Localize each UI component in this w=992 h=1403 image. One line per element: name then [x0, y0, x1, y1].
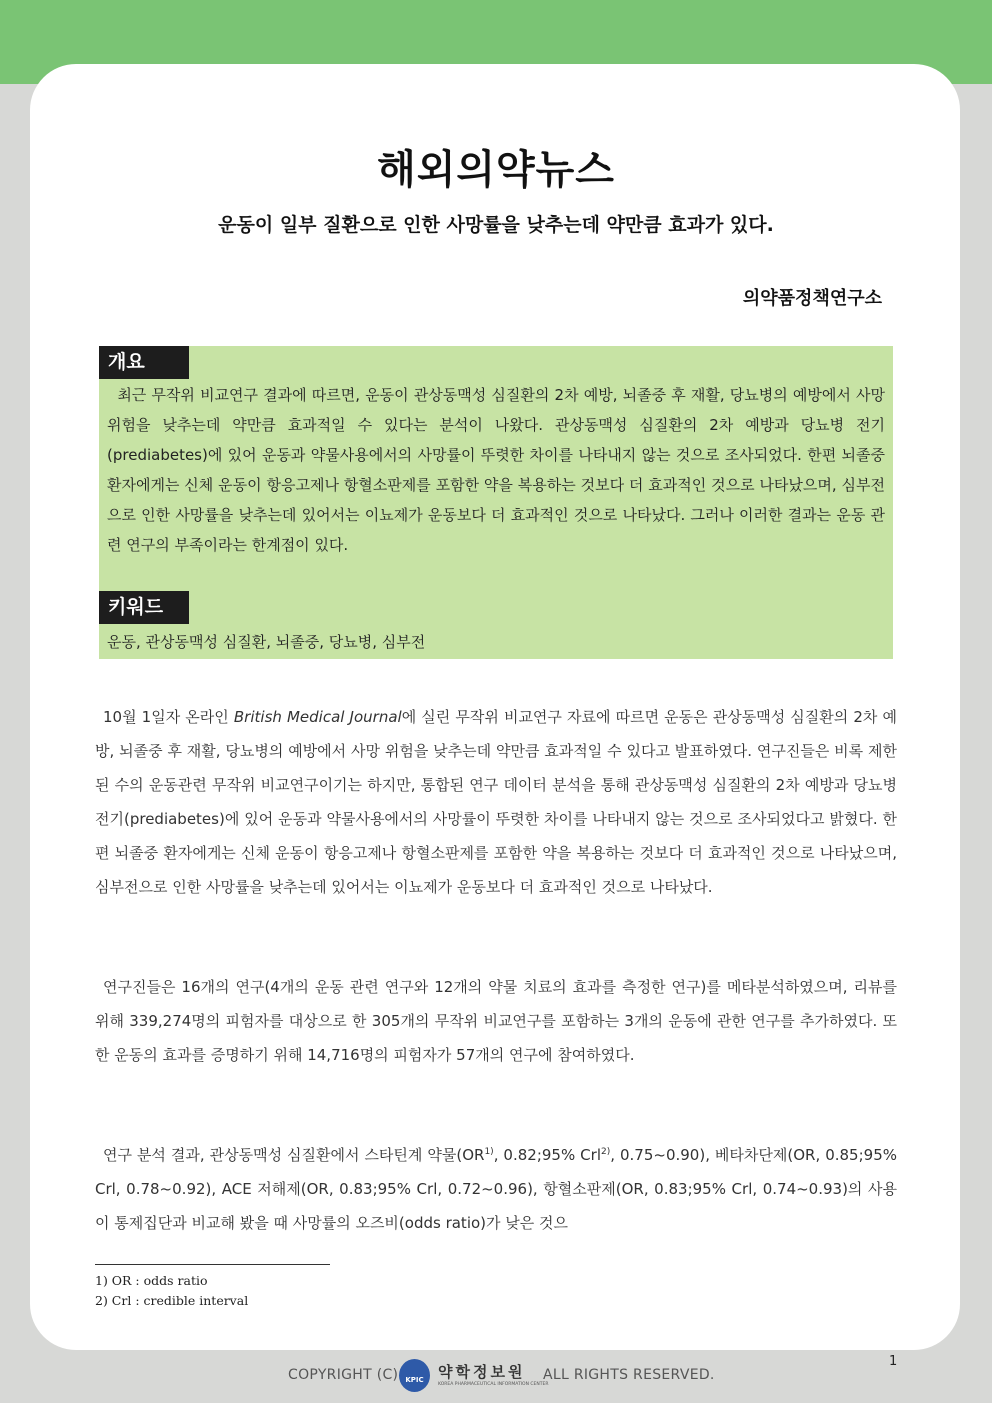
- footnotes: [95, 1271, 248, 1311]
- copyright-text: COPYRIGHT (C): [288, 1367, 399, 1383]
- footnote-2: 2) Crl : credible interval: [95, 1293, 249, 1308]
- summary-body: 최근 무작위 비교연구 결과에 따르면, 운동이 관상동맥성 심질환의 2차 예방, 뇌졸중 후 재활, 당뇨병의 예방에서 사망 위험을 낮추는데 약만큼 효과적일 수 있다는 분석이 나왔다. 관상동맥성 심질환의 2차 예방과 당뇨병 전기(prediabetes)에 있어 운동과 약물사용에서의 사망률이 뚜렷한 차이를 나타내지 않는 것으로 조사되었다. 한편 뇌졸중 환자에게는 신체 운동이 항응고제나 항혈소판제를 포함한 약을 복용하는 것보다 더 효과적인 것으로 나타났으며, 심부전으로 인한 사망률을 낮추는데 있어서는 이뇨제가 운동보다 더 효과적인 것으로 나타났다. 그러나 이러한 결과는 운동 관련 연구의 부족이라는 한계점이 있다.: [107, 386, 885, 554]
- keywords-text: 운동, 관상동맥성 심질환, 뇌졸중, 당뇨병, 심부전: [107, 633, 426, 651]
- page-title: 해외의약뉴스: [377, 147, 615, 193]
- footnote-ref-1[interactable]: 1): [484, 1147, 494, 1157]
- footnote-divider: [95, 1264, 330, 1265]
- kpic-logo-icon: KPIC: [399, 1359, 430, 1392]
- footer: [0, 1354, 992, 1403]
- summary-box: [99, 346, 893, 659]
- page-number: 1: [889, 1354, 898, 1369]
- author: 의약품정책연구소: [742, 288, 882, 309]
- journal-name: British Medical Journal: [233, 708, 402, 726]
- footnote-1: 1) OR : odds ratio: [95, 1273, 208, 1288]
- paragraph-2: 연구진들은 16개의 연구(4개의 운동 관련 연구와 12개의 약물 치료의 효과를 측정한 연구)를 메타분석하였으며, 리뷰를 위해 339,274명의 피험자를 대상으로 한 305개의 무작위 비교연구를 포함하는 3개의 운동에 관한 연구를 추가하였다. 또한 운동의 효과를 증명하기 위해 14,716명의 피험자가 57개의 연구에 참여하였다.: [95, 978, 897, 1064]
- keywords-label: 키워드: [99, 591, 189, 624]
- paragraph-3: 연구 분석 결과, 관상동맥성 심질환에서 스타틴계 약물(OR$^{1)}$, 0.82;95% Crl$^{2)}$, 0.75~0.90), 베타차단제(OR, 0.85;95% Crl, 0.78~0.92), ACE 저해제(OR, 0.83;95% Crl, 0.72~0.96), 항혈소판제(OR, 0.83;95% Crl, 0.74~0.93)의 사용이 통제집단과 비교해 봤을 때 사망률의 오즈비(odds ratio)가 낮은 것으: [95, 1146, 897, 1232]
- footnote-ref-2[interactable]: 2): [601, 1147, 611, 1157]
- org-name: 약학정보원: [438, 1363, 526, 1381]
- rights-reserved-text: ALL RIGHTS RESERVED.: [543, 1367, 715, 1383]
- summary-label: 개요: [99, 346, 189, 379]
- summary-text: [107, 380, 885, 560]
- org-english-name: KOREA PHARMACEUTICAL INFORMATION CENTER: [438, 1382, 549, 1387]
- article-subtitle: 운동이 일부 질환으로 인한 사망률을 낮추는데 약만큼 효과가 있다.: [218, 214, 774, 236]
- paragraph-1: 10월 1일자 온라인 British Medical Journal에 실린 무작위 비교연구 자료에 따르면 운동은 관상동맥성 심질환의 2차 예방, 뇌졸중 후 재활, 당뇨병의 예방에서 사망 위험을 낮추는데 약만큼 효과적일 수 있다고 발표하였다. 연구진들은 비록 제한된 수의 운동관련 무작위 비교연구이기는 하지만, 통합된 연구 데이터 분석을 통해 관상동맥성 심질환의 2차 예방과 당뇨병 전기(prediabetes)에 있어 운동과 약물사용에서의 사망률이 뚜렷한 차이를 나타내지 않는 것으로 조사되었다고 밝혔다. 한편 뇌졸중 환자에게는 신체 운동이 항응고제나 항혈소판제를 포함한 약을 복용하는 것보다 더 효과적인 것으로 나타났으며, 심부전으로 인한 사망률을 낮추는데 있어서는 이뇨제가 운동보다 더 효과적인 것으로 나타났다.: [95, 708, 897, 896]
